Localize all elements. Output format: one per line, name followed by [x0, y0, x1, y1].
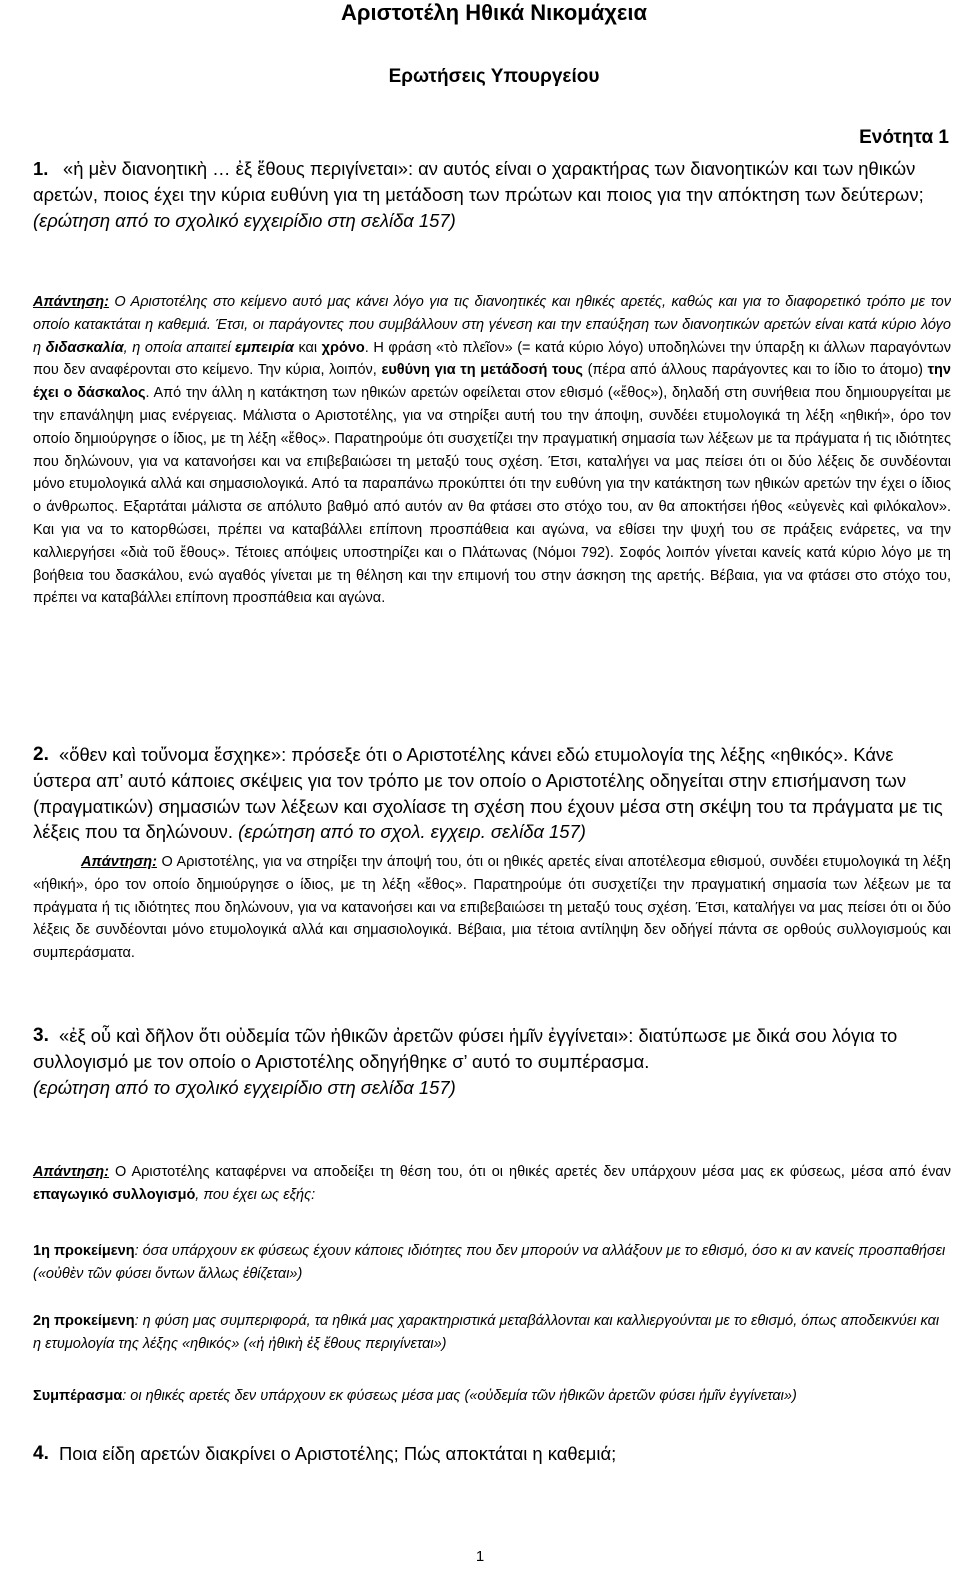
page-number: 1 — [475, 1548, 485, 1565]
question-source: (ερώτηση από το σχολικό εγχειρίδιο στη σελίδα 157) — [33, 209, 456, 231]
question-source: (ερώτηση από το σχολ. εγχειρ. σελίδα 157) — [238, 821, 586, 843]
question-number: 3. — [33, 1025, 49, 1046]
question-source: (ερώτηση από το σχολικό εγχειρίδιο στη σελίδα 157) — [33, 1076, 456, 1098]
document-subtitle: Ερωτήσεις Υπουργείου — [388, 66, 600, 87]
question-1 — [33, 156, 949, 233]
unit-label: Ενότητα 1 — [859, 127, 949, 148]
premise-2: 2η προκείμενη: η φύση μας συμπεριφορά, τα ηθικά μας χαρακτηριστικά μεταβάλλονται και καλλιεργούνται με το εθισμό, όπως αποδεικνύει και η ετυμολογία της λέξης «ηθικός» («ἡ ἠθικὴ ἐξ ἔθους περιγίνεται») — [33, 1313, 940, 1352]
question-text: «ἐξ οὗ καὶ δῆλον ὅτι οὐδεμία τῶν ἠθικῶν ἀρετῶν φύσει ἡμῖν ἐγγίνεται»: διατύπωσε με δικά σου λόγια το συλλογισμό με τον οποίο ο Αριστοτέλης οδηγήθηκε σ’ αυτό το συμπέρασμα. — [33, 1025, 898, 1072]
conclusion: Συμπέρασμα: οι ηθικές αρετές δεν υπάρχουν εκ φύσεως μέσα μας («οὐδεμία τῶν ἠθικῶν ἀρετῶν φύσει ἡμῖν ἐγγίνεται») — [33, 1388, 797, 1404]
question-text: «ἡ μὲν διανοητικὴ … ἐξ ἔθους περιγίνεται»: αν αυτός είναι ο χαρακτήρας των διανοητικών και των ηθικών αρετών, ποιος έχει την κύρια ευθύνη για τη μετάδοση των πρώτων και ποιος για την απόκτηση των δεύτερων; — [33, 158, 924, 205]
question-number: 2. — [33, 744, 49, 765]
question-3 — [33, 1023, 949, 1100]
question-number: 1. — [33, 158, 49, 179]
question-text: «ὅθεν καὶ τοὔνομα ἔσχηκε»: πρόσεξε ότι ο Αριστοτέλης κάνει εδώ ετυμολογία της λέξης «ηθικός». Κάνε ύστερα απ’ αυτό κάποιες σκέψεις για τον τρόπο με τον οποίο ο Αριστοτέλης οδηγείται στην επισήμανση των (πραγματικών) σημασιών των λέξεων και σχολίασε τη σχέση που έχουν μέσα στη σκέψη του τα πράγματα με τις λέξεις που τα δηλώνουν. — [33, 744, 943, 843]
question-2 — [33, 742, 949, 845]
answer-2: Απάντηση: Ο Αριστοτέλης, για να στηρίξει την άποψή του, ότι οι ηθικές αρετές είναι αποτέλεσμα εθισμού, συνδέει ετυμολογικά τη λέξη «ήθική», όρο τον οποίο δημιούργησε ο ίδιος, με τη λέξη «ἔθος». Παρατηρούμε ότι συσχετίζει την πραγματική σημασία των λέξεων με τα πράγματα ή τις ιδιότητες που δηλώνουν, για να κατανοήσει και να επιβεβαιώσει τη μεταξύ τους σχέση. Έτσι, καταλήγει να μας πείσει ότι οι δύο λέξεις δε συνδέονται μόνο ετυμολογικά αλλά και σημασιολογικά. Βέβαια, μια τέτοια αντίληψη δεν οδήγεί πάντα σε ορθούς συλλογισμούς και συμπεράσματα. — [33, 854, 951, 962]
question-number: 4. — [33, 1443, 49, 1464]
answer-1: Απάντηση: Ο Αριστοτέλης στο κείμενο αυτό μας κάνει λόγο για τις διανοητικές και ηθικές αρετές, καθώς και για το διαφορετικό τρόπο με τον οποίο κατακτάται η καθεμιά. Έτσι, οι παράγοντες που συμβάλλουν στη γένεση και την επαύξηση των διανοητικών αρετών είναι κατά κύριο λόγο η διδασκαλία, η οποία απαιτεί εμπειρία και χρόνο. Η φράση «τὸ πλεῖον» (= κατά κύριο λόγο) υποδηλώνει την ύπαρξη κι άλλων παραγόντων που δεν αναφέρονται στο κείμενο. Την κύρια, λοιπόν, ευθύνη για τη μετάδοσή τους (πέρα από άλλους παράγοντες και το ίδιο το άτομο) την έχει ο δάσκαλος. Από την άλλη η κατάκτηση των ηθικών αρετών οφείλεται στον εθισμό («ἔθος»), δηλαδή στη συνήθεια που δημιουργείται με την επανάληψη μιας ενέργειας. Μάλιστα ο Αριστοτέλης, για να στηρίξει αυτή του την άποψη, συνδέει ετυμολογικά τη λέξη «ηθική», όρο τον οποίο δημιούργησε ο ίδιος, με τη λέξη «ἔθος». Παρατηρούμε ότι συσχετίζει την πραγματική σημασία των λέξεων με τα πράγματα ή τις ιδιότητες που δηλώνουν, για να κατανοήσει και να επιβεβαιώσει τη μεταξύ τους σχέση. Έτσι, καταλήγει να μας πείσει ότι οι δύο λέξεις δε συνδέονται μόνο ετυμολογικά αλλά και σημασιολογικά. Από τα παραπάνω προκύπτει ότι την ευθύνη για την κατάκτηση των ηθικών αρετών την έχει ο ίδιος ο άνθρωπος. Εξαρτάται μάλιστα σε απόλυτο βαθμό από αυτόν αν θα φτάσει στο στόχο του, αν θα αποκτήσει ήθος «εὐγενὲς καὶ φιλόκαλον». Και για να το κατορθώσει, πρέπει να καταβάλλει επίπονη προσπάθεια και αγώνα, να εθίσει την ψυχή του σε πράξεις ενάρετες, να την καλλιεργήσει «διὰ τοῦ ἔθους». Τέτοιες απόψεις υποστηρίζει και ο Πλάτωνας (Νόμοι 792). Σοφός λοιπόν γίνεται κανείς κατά κύριο λόγο με τη βοήθεια του δασκάλου, ενώ αγαθός γίνεται με τη θέληση και την επιμονή του στην άσκηση της αρετής. Βέβαια, για να φτάσει στο στόχο του, πρέπει να καταβάλλει επίπονη προσπάθεια και αγώνα. — [33, 294, 951, 607]
answer-label: Απάντηση: — [33, 1164, 109, 1180]
answer-3: Απάντηση: Ο Αριστοτέλης καταφέρνει να αποδείξει τη θέση του, ότι οι ηθικές αρετές δεν υπάρχουν μέσα μας εκ φύσεως, μέσα από έναν επαγωγικό συλλογισμό, που έχει ως εξής: — [33, 1164, 951, 1203]
question-text: Ποια είδη αρετών διακρίνει ο Αριστοτέλης; Πώς αποκτάται η καθεμιά; — [59, 1443, 617, 1464]
answer-label: Απάντηση: — [33, 294, 109, 310]
premise-1: 1η προκείμενη: όσα υπάρχουν εκ φύσεως έχουν κάποιες ιδιότητες που δεν μπορούν να αλλάξουν με το εθισμό, όσο κι αν κανείς προσπαθήσει («οὐθὲν τῶν φύσει ὄντων ἄλλως ἐθίζεται») — [33, 1243, 946, 1282]
document-title: Αριστοτέλη Ηθικά Νικομάχεια — [341, 0, 647, 25]
answer-label: Απάντηση: — [81, 854, 157, 870]
question-4 — [33, 1441, 949, 1467]
